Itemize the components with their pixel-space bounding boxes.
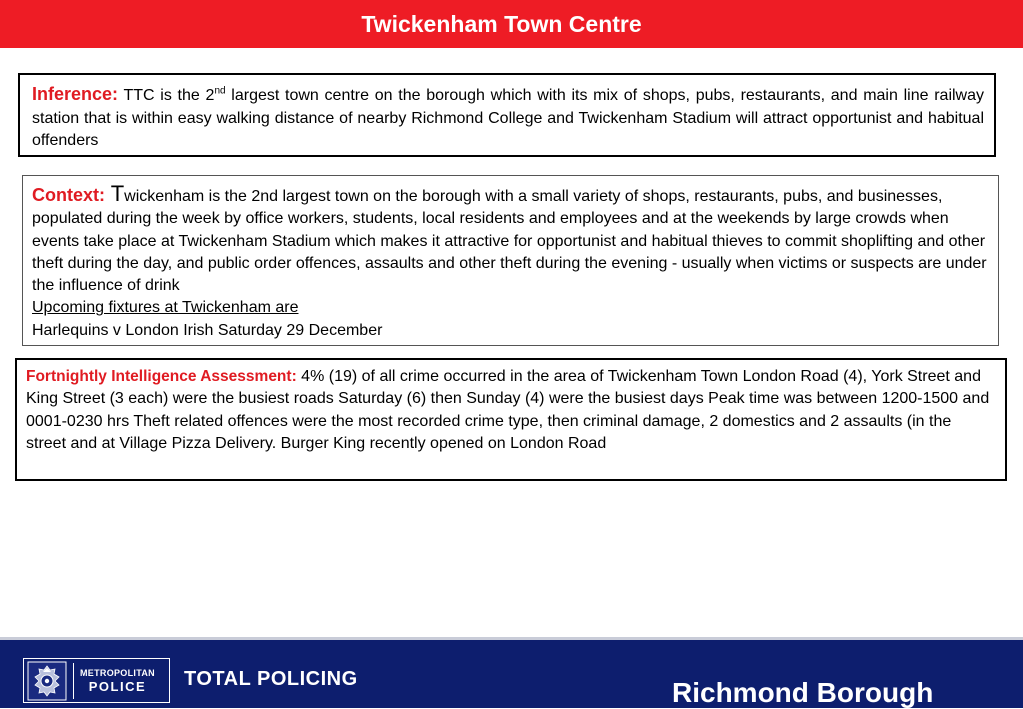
borough-name: Richmond Borough bbox=[672, 677, 934, 708]
total-policing-tagline: TOTAL POLICING bbox=[184, 668, 358, 690]
footer-bar bbox=[0, 637, 1023, 708]
badge-line-police: POLICE bbox=[88, 678, 147, 694]
metropolitan-police-badge bbox=[23, 658, 170, 703]
assessment-text: 4% (19) of all crime occurred in the area of Twickenham Town London Road (4), York Street and King Street (3 each) were the busiest roads Saturday (6) then Sunday (4) were the busiest days Peak time was between 1200-1500 and 0001-0230 hrs Theft related offences were the most recorded crime type, then criminal damage, 2 domestics and 2 assaults (in the street and at Village Pizza Delivery. Burger King recently opened on London Road bbox=[26, 368, 990, 452]
page-title: Twickenham Town Centre bbox=[361, 10, 642, 37]
context-text: wickenham is the 2nd largest town on the borough with a small variety of shops, restaurants, pubs, and businesses, populated during the week by office workers, students, local residents and employees and at the weekends by large crowds when events take place at Twickenham Stadium which makes it attractive for opportunist and habitual thieves to commit shoplifting and other theft during the day, and public order offences, assaults and other theft during the evening - usually when victims or suspects are under the influence of drink bbox=[32, 188, 987, 295]
inference-box bbox=[18, 73, 996, 157]
inference-sup: nd bbox=[214, 85, 226, 97]
context-first-letter: T bbox=[105, 181, 125, 206]
fixture-item: Harlequins v London Irish Saturday 29 December bbox=[32, 321, 383, 339]
police-crest-icon bbox=[27, 661, 67, 701]
fixtures-heading: Upcoming fixtures at Twickenham are bbox=[32, 299, 299, 317]
inference-text-start: TTC is the 2 bbox=[118, 87, 215, 104]
assessment-label: Fortnightly Intelligence Assessment: bbox=[26, 368, 297, 385]
inference-text-rest: largest town centre on the borough which with its mix of shops, pubs, restaurants, and main line railway station that is within easy walking distance of nearby Richmond College and Twickenham Stadium will attract opportunist and habitual offenders bbox=[32, 87, 985, 149]
badge-line-metropolitan: METROPOLITAN bbox=[80, 667, 155, 678]
context-label: Context: bbox=[32, 185, 105, 205]
context-paragraph bbox=[32, 181, 988, 297]
badge-wordmark bbox=[73, 663, 155, 699]
context-box bbox=[22, 175, 999, 346]
assessment-box bbox=[15, 358, 1007, 481]
inference-label: Inference: bbox=[32, 84, 119, 104]
header-banner bbox=[0, 0, 1023, 48]
